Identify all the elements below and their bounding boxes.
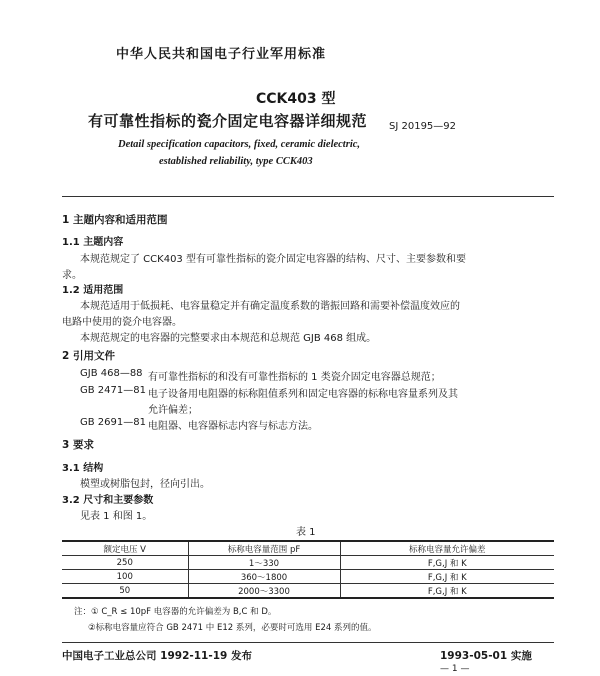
section-3-1-heading: 3.1 结构 — [62, 463, 104, 474]
ref-title: 有可靠性指标的和没有可靠性指标的 1 类瓷介固定电容器总规范； — [148, 372, 441, 383]
ref-code: GB 2691—81 — [80, 417, 146, 428]
document-model: CCK403 型 — [256, 91, 336, 107]
section-1-heading: 1 主题内容和适用范围 — [62, 214, 168, 226]
standard-code: SJ 20195—92 — [389, 121, 457, 132]
document-title: 有可靠性指标的瓷介固定电容器详细规范 — [88, 112, 368, 130]
ref-title: 电阻器、电容器标志内容与标志方法。 — [148, 421, 318, 432]
section-1-1-text: 本规范规定了 CCK403 型有可靠性指标的瓷介固定电容器的结构、尺寸、主要参数和要 — [80, 254, 466, 265]
issued-date: 中国电子工业总公司 1992-11-19 发布 — [62, 650, 252, 662]
cell-capacitance: 1～330 — [188, 556, 340, 570]
section-2-heading: 2 引用文件 — [62, 350, 115, 362]
section-1-1-text-cont: 求。 — [62, 270, 82, 281]
section-1-2-text-2: 本规范规定的电容器的完整要求由本规范和总规范 GJB 468 组成。 — [80, 333, 377, 344]
table-row — [62, 584, 554, 599]
cell-tolerance: F,G,J 和 K — [340, 584, 554, 599]
cell-tolerance: F,G,J 和 K — [340, 570, 554, 584]
header-divider — [62, 196, 554, 197]
table-caption: 表 1 — [296, 527, 316, 538]
effective-date: 1993-05-01 实施 — [440, 650, 532, 662]
col-header-tolerance: 标称电容量允许偏差 — [340, 541, 554, 556]
footer-divider — [62, 642, 554, 643]
ref-title: 电子设备用电阻器的标称阻值系列和固定电容器的标称电容量系列及其 — [148, 389, 458, 400]
col-header-voltage: 额定电压 V — [62, 541, 188, 556]
table-row — [62, 556, 554, 570]
table-header-row — [62, 541, 554, 556]
cell-voltage: 250 — [62, 556, 188, 570]
table-note-2: ②标称电容量应符合 GB 2471 中 E12 系列，必要时可选用 E24 系列的值。 — [88, 623, 377, 633]
cell-capacitance: 2000～3300 — [188, 584, 340, 599]
col-header-capacitance: 标称电容量范围 pF — [188, 541, 340, 556]
spec-table — [62, 540, 554, 599]
section-1-2-text-cont: 电路中使用的瓷介电容器。 — [62, 317, 182, 328]
cell-capacitance: 360～1800 — [188, 570, 340, 584]
cell-tolerance: F,G,J 和 K — [340, 556, 554, 570]
section-1-2-heading: 1.2 适用范围 — [62, 285, 124, 296]
english-title-line2: established reliability, type CCK403 — [159, 156, 313, 167]
cell-voltage: 100 — [62, 570, 188, 584]
section-1-1-heading: 1.1 主题内容 — [62, 237, 124, 248]
section-1-2-text: 本规范适用于低损耗、电容量稳定并有确定温度系数的谐振回路和需要补偿温度效应的 — [80, 301, 460, 312]
page-number: — 1 — — [440, 664, 470, 674]
ref-title-cont: 允许偏差； — [148, 405, 198, 416]
issuing-authority: 中华人民共和国电子行业军用标准 — [116, 47, 327, 62]
ref-code: GB 2471—81 — [80, 385, 146, 396]
section-3-1-text: 模塑或树脂包封，径向引出。 — [80, 479, 210, 490]
section-3-2-heading: 3.2 尺寸和主要参数 — [62, 495, 154, 506]
english-title-line1: Detail specification capacitors, fixed, ceramic dielectric, — [118, 139, 361, 150]
ref-code: GJB 468—88 — [80, 368, 143, 379]
section-3-2-text: 见表 1 和图 1。 — [80, 511, 153, 522]
cell-voltage: 50 — [62, 584, 188, 599]
table-row — [62, 570, 554, 584]
table-note-1: 注：① C_R ≤ 10pF 电容器的允许偏差为 B,C 和 D。 — [74, 607, 277, 617]
section-3-heading: 3 要求 — [62, 439, 94, 451]
